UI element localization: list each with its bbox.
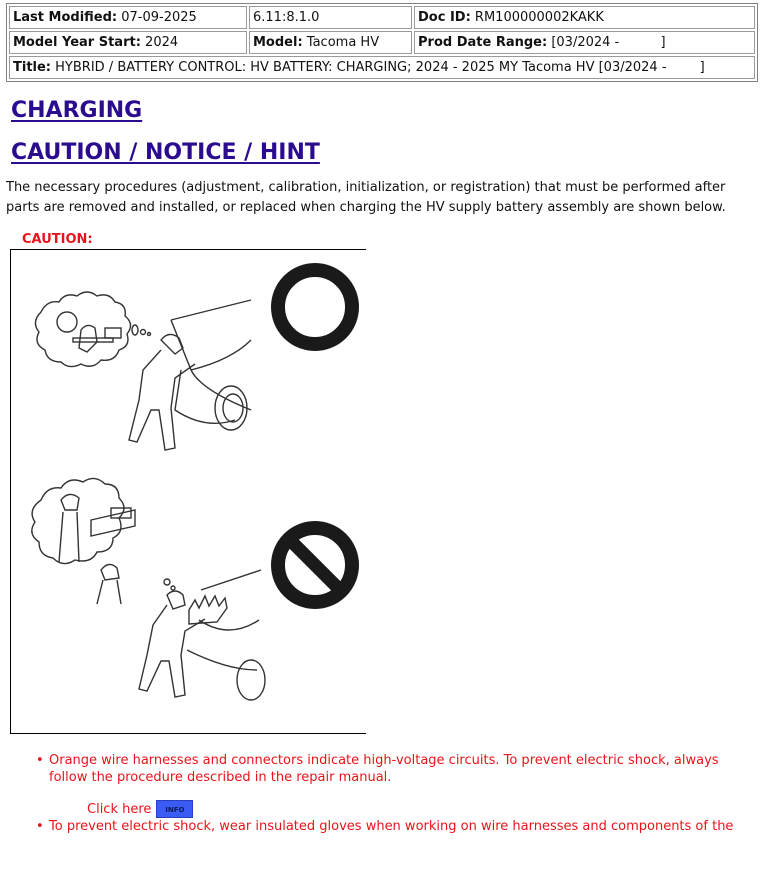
prod-date-label: Prod Date Range: [418,35,548,50]
title-label: Title: [13,60,52,75]
last-modified-cell [9,6,247,29]
last-modified-label: Last Modified: [13,10,118,25]
model-cell [249,31,412,54]
doc-id-label: Doc ID: [418,10,471,25]
model-year-cell [9,31,247,54]
prohibited-icon [278,528,352,602]
section-heading-caution-notice-hint[interactable]: CAUTION / NOTICE / HINT [11,140,320,165]
circle-ok-icon [278,270,352,344]
version-cell [249,6,412,29]
caution-bullet-1 [36,752,736,786]
intro-paragraph: The necessary procedures (adjustment, calibration, initialization, or registration) that must be performed after parts are removed and installed, or replaced when charging the HV supply battery assembly are shown below. [6,180,726,215]
click-here-text: Click here [87,801,152,817]
caution-bullet-list [36,752,736,835]
caution-bullet-1-text: Orange wire harnesses and connectors indicate high-voltage circuits. To prevent electric shock, always follow the procedure described in the repair manual. [49,753,719,785]
prod-date-value: [03/2024 - ] [551,35,666,50]
caution-illustration-drawing [11,250,367,735]
version-value: 6.11:8.1.0 [253,10,320,25]
doc-id-cell [414,6,755,29]
model-label: Model: [253,35,303,50]
caution-bullet-2 [36,818,736,835]
model-year-label: Model Year Start: [13,35,141,50]
incorrect-procedure-illustration [32,478,265,700]
caution-bullet-2-text: To prevent electric shock, wear insulated gloves when working on wire harnesses and components of the [49,819,734,834]
last-modified-value: 07-09-2025 [121,10,197,25]
prod-date-cell [414,31,755,54]
title-cell [9,56,755,79]
document-meta-table [6,3,758,82]
info-link-row [87,800,193,818]
correct-procedure-illustration [35,292,251,450]
section-heading-charging[interactable]: CHARGING [11,98,143,123]
doc-id-value: RM100000002KAKK [474,10,604,25]
info-button[interactable]: INFO [156,800,193,818]
caution-label: CAUTION: [22,232,93,247]
title-value: HYBRID / BATTERY CONTROL: HV BATTERY: CHARGING; 2024 - 2025 MY Tacoma HV [03/2024 - ] [55,60,705,75]
caution-illustration [10,249,366,734]
model-year-value: 2024 [145,35,179,50]
model-value: Tacoma HV [306,35,380,50]
